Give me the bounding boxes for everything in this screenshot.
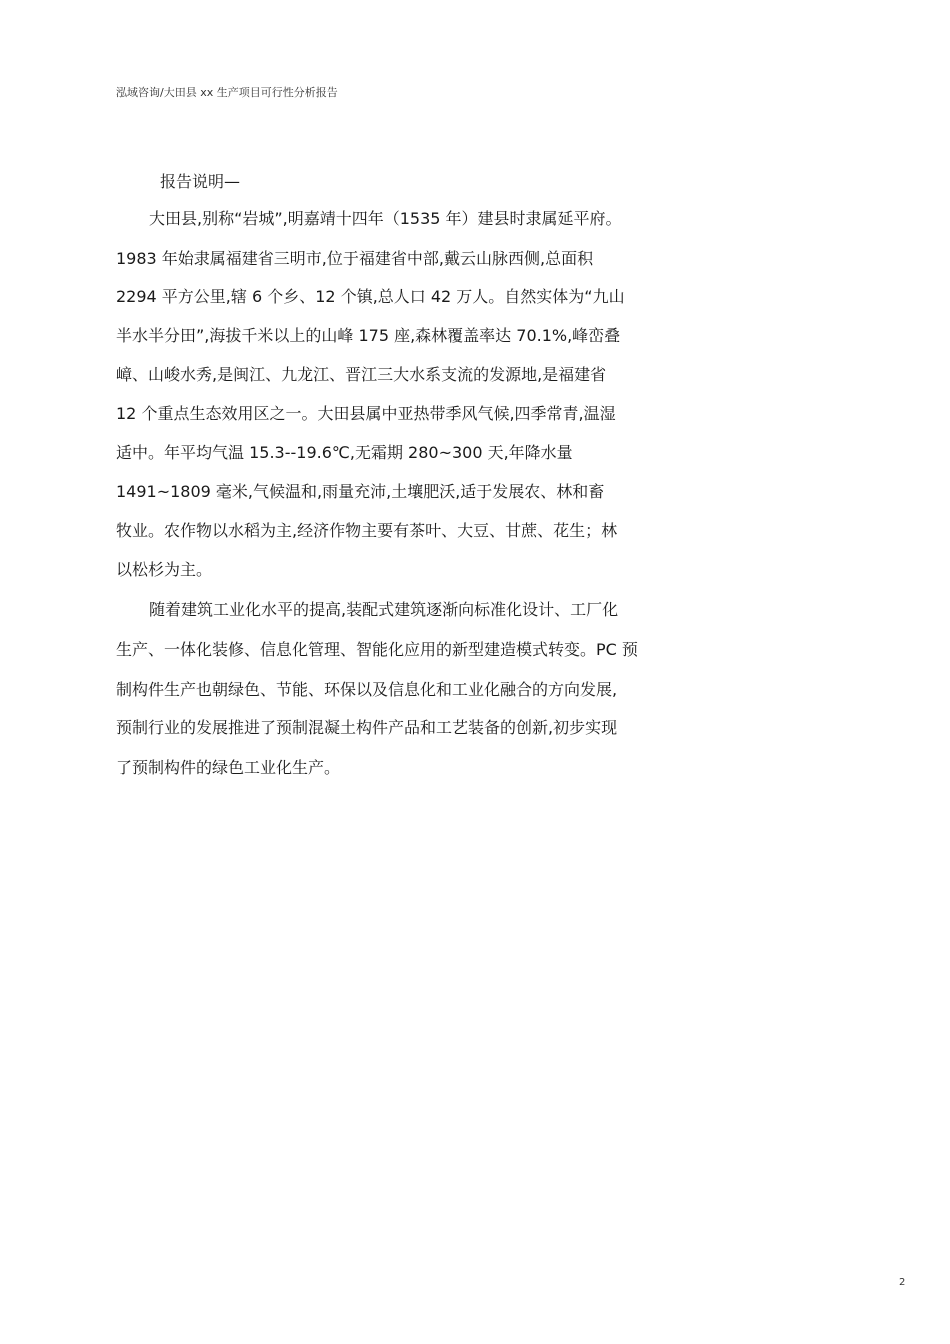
paragraph-line: 12 个重点生态效用区之一。大田县属中亚热带季风气候,四季常青,温湿: [116, 404, 616, 423]
paragraph-line: 了预制构件的绿色工业化生产。: [116, 758, 341, 777]
page-number: 2: [899, 1277, 906, 1288]
paragraph-line: 1491~1809 毫米,气候温和,雨量充沛,土壤肥沃,适于发展农、林和畜: [116, 482, 605, 501]
paragraph-line: 预制行业的发展推进了预制混凝土构件产品和工艺装备的创新,初步实现: [116, 718, 618, 737]
paragraph-line: 以松杉为主。: [116, 560, 213, 579]
paragraph-line: 1983 年始隶属福建省三明市,位于福建省中部,戴云山脉西侧,总面积: [116, 249, 594, 268]
paragraph-line: 2294 平方公里,辖 6 个乡、12 个镇,总人口 42 万人。自然实体为“九山: [116, 287, 625, 306]
paragraph-line: 随着建筑工业化水平的提高,装配式建筑逐渐向标准化设计、工厂化: [149, 600, 619, 619]
section-title: 报告说明—: [160, 172, 241, 191]
paragraph-line: 嶂、山峻水秀,是闽江、九龙江、晋江三大水系支流的发源地,是福建省: [116, 365, 607, 384]
running-header: 泓域咨询/大田县 xx 生产项目可行性分析报告: [116, 86, 338, 99]
paragraph-line: 生产、一体化装修、信息化管理、智能化应用的新型建造模式转变。PC 预: [116, 640, 638, 659]
paragraph-line: 牧业。农作物以水稻为主,经济作物主要有茶叶、大豆、甘蔗、花生；林: [116, 521, 618, 540]
paragraph-line: 制构件生产也朝绿色、节能、环保以及信息化和工业化融合的方向发展,: [116, 680, 618, 699]
paragraph-line: 大田县,别称“岩城”,明嘉靖十四年（1535 年）建县时隶属延平府。: [149, 209, 622, 228]
paragraph-line: 半水半分田”,海拔千米以上的山峰 175 座,森林覆盖率达 70.1%,峰峦叠: [116, 326, 621, 345]
paragraph-line: 适中。年平均气温 15.3--19.6℃,无霜期 280~300 天,年降水量: [116, 443, 573, 462]
